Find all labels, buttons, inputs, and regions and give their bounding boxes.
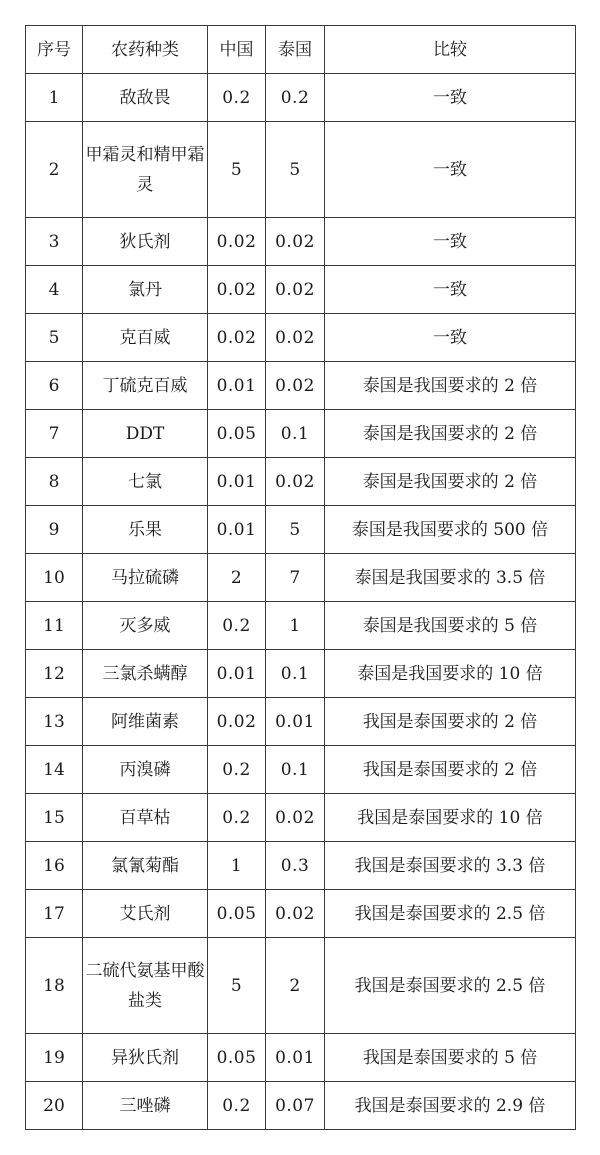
cell-thailand-value: 0.3 [266, 842, 325, 890]
cell-china-value: 0.2 [208, 746, 266, 794]
table-row [26, 890, 576, 938]
pesticide-comparison-table [25, 25, 576, 1130]
cell-no: 2 [26, 122, 83, 218]
cell-thailand-value: 0.02 [266, 890, 325, 938]
cell-no: 15 [26, 794, 83, 842]
cell-pesticide-name: 马拉硫磷 [83, 554, 208, 602]
cell-comparison: 泰国是我国要求的 2 倍 [325, 458, 576, 506]
cell-china-value: 0.02 [208, 218, 266, 266]
cell-no: 17 [26, 890, 83, 938]
cell-no: 14 [26, 746, 83, 794]
cell-thailand-value: 0.01 [266, 1034, 325, 1082]
cell-no: 9 [26, 506, 83, 554]
cell-pesticide-name: 丙溴磷 [83, 746, 208, 794]
cell-no: 11 [26, 602, 83, 650]
table-row [26, 362, 576, 410]
cell-pesticide-name: 三氯杀螨醇 [83, 650, 208, 698]
cell-no: 1 [26, 74, 83, 122]
cell-comparison: 泰国是我国要求的 2 倍 [325, 410, 576, 458]
cell-comparison: 我国是泰国要求的 2 倍 [325, 746, 576, 794]
cell-china-value: 2 [208, 554, 266, 602]
table-row [26, 650, 576, 698]
cell-china-value: 5 [208, 938, 266, 1034]
cell-thailand-value: 0.07 [266, 1082, 325, 1130]
cell-thailand-value: 5 [266, 506, 325, 554]
cell-no: 18 [26, 938, 83, 1034]
cell-pesticide-name: DDT [83, 410, 208, 458]
table-row [26, 458, 576, 506]
cell-comparison: 泰国是我国要求的 2 倍 [325, 362, 576, 410]
cell-china-value: 0.01 [208, 650, 266, 698]
cell-pesticide-name: 阿维菌素 [83, 698, 208, 746]
cell-no: 3 [26, 218, 83, 266]
cell-thailand-value: 7 [266, 554, 325, 602]
cell-china-value: 0.02 [208, 266, 266, 314]
cell-comparison: 一致 [325, 266, 576, 314]
cell-pesticide-name: 灭多威 [83, 602, 208, 650]
cell-thailand-value: 5 [266, 122, 325, 218]
cell-china-value: 0.01 [208, 506, 266, 554]
cell-pesticide-name: 乐果 [83, 506, 208, 554]
cell-china-value: 0.01 [208, 362, 266, 410]
cell-comparison: 泰国是我国要求的 500 倍 [325, 506, 576, 554]
cell-china-value: 0.2 [208, 602, 266, 650]
cell-thailand-value: 0.01 [266, 698, 325, 746]
cell-comparison: 一致 [325, 122, 576, 218]
table-row [26, 74, 576, 122]
cell-china-value: 1 [208, 842, 266, 890]
cell-pesticide-name: 三唑磷 [83, 1082, 208, 1130]
cell-china-value: 5 [208, 122, 266, 218]
cell-thailand-value: 0.1 [266, 746, 325, 794]
cell-thailand-value: 0.02 [266, 794, 325, 842]
cell-comparison: 我国是泰国要求的 10 倍 [325, 794, 576, 842]
cell-no: 19 [26, 1034, 83, 1082]
table-row [26, 506, 576, 554]
cell-pesticide-name: 氯氰菊酯 [83, 842, 208, 890]
cell-comparison: 泰国是我国要求的 10 倍 [325, 650, 576, 698]
cell-pesticide-name: 狄氏剂 [83, 218, 208, 266]
cell-no: 7 [26, 410, 83, 458]
cell-comparison: 我国是泰国要求的 3.3 倍 [325, 842, 576, 890]
cell-pesticide-name: 二硫代氨基甲酸盐类 [83, 938, 208, 1034]
cell-comparison: 我国是泰国要求的 2 倍 [325, 698, 576, 746]
table-row [26, 794, 576, 842]
cell-thailand-value: 2 [266, 938, 325, 1034]
table-row [26, 1034, 576, 1082]
cell-pesticide-name: 甲霜灵和精甲霜灵 [83, 122, 208, 218]
cell-pesticide-name: 百草枯 [83, 794, 208, 842]
cell-china-value: 0.05 [208, 890, 266, 938]
header-comparison: 比较 [325, 26, 576, 74]
cell-comparison: 我国是泰国要求的 5 倍 [325, 1034, 576, 1082]
cell-comparison: 我国是泰国要求的 2.5 倍 [325, 890, 576, 938]
table-row [26, 266, 576, 314]
table-row [26, 746, 576, 794]
table-row [26, 554, 576, 602]
table-row [26, 218, 576, 266]
table-row [26, 842, 576, 890]
cell-no: 6 [26, 362, 83, 410]
cell-comparison: 一致 [325, 218, 576, 266]
cell-thailand-value: 0.2 [266, 74, 325, 122]
table-row [26, 314, 576, 362]
cell-china-value: 0.02 [208, 698, 266, 746]
cell-china-value: 0.02 [208, 314, 266, 362]
cell-no: 16 [26, 842, 83, 890]
header-thailand: 泰国 [266, 26, 325, 74]
cell-comparison: 泰国是我国要求的 5 倍 [325, 602, 576, 650]
cell-no: 5 [26, 314, 83, 362]
table-row [26, 938, 576, 1034]
cell-comparison: 一致 [325, 74, 576, 122]
header-no: 序号 [26, 26, 83, 74]
cell-pesticide-name: 克百威 [83, 314, 208, 362]
table-header-row [26, 26, 576, 74]
cell-thailand-value: 1 [266, 602, 325, 650]
cell-no: 13 [26, 698, 83, 746]
cell-china-value: 0.05 [208, 1034, 266, 1082]
cell-thailand-value: 0.02 [266, 218, 325, 266]
cell-no: 8 [26, 458, 83, 506]
cell-no: 4 [26, 266, 83, 314]
cell-china-value: 0.01 [208, 458, 266, 506]
cell-thailand-value: 0.02 [266, 314, 325, 362]
cell-pesticide-name: 丁硫克百威 [83, 362, 208, 410]
cell-china-value: 0.2 [208, 74, 266, 122]
table-row [26, 410, 576, 458]
table-row [26, 1082, 576, 1130]
table-row [26, 698, 576, 746]
table-row [26, 602, 576, 650]
cell-pesticide-name: 七氯 [83, 458, 208, 506]
cell-no: 10 [26, 554, 83, 602]
cell-pesticide-name: 异狄氏剂 [83, 1034, 208, 1082]
cell-comparison: 泰国是我国要求的 3.5 倍 [325, 554, 576, 602]
cell-thailand-value: 0.1 [266, 410, 325, 458]
cell-china-value: 0.05 [208, 410, 266, 458]
cell-comparison: 我国是泰国要求的 2.5 倍 [325, 938, 576, 1034]
cell-thailand-value: 0.1 [266, 650, 325, 698]
cell-thailand-value: 0.02 [266, 266, 325, 314]
table-row [26, 122, 576, 218]
cell-no: 12 [26, 650, 83, 698]
cell-thailand-value: 0.02 [266, 458, 325, 506]
cell-pesticide-name: 氯丹 [83, 266, 208, 314]
cell-pesticide-name: 敌敌畏 [83, 74, 208, 122]
header-china: 中国 [208, 26, 266, 74]
cell-china-value: 0.2 [208, 1082, 266, 1130]
cell-china-value: 0.2 [208, 794, 266, 842]
cell-comparison: 一致 [325, 314, 576, 362]
cell-thailand-value: 0.02 [266, 362, 325, 410]
header-pesticide-type: 农药种类 [83, 26, 208, 74]
table-body [26, 74, 576, 1130]
cell-pesticide-name: 艾氏剂 [83, 890, 208, 938]
cell-no: 20 [26, 1082, 83, 1130]
cell-comparison: 我国是泰国要求的 2.9 倍 [325, 1082, 576, 1130]
